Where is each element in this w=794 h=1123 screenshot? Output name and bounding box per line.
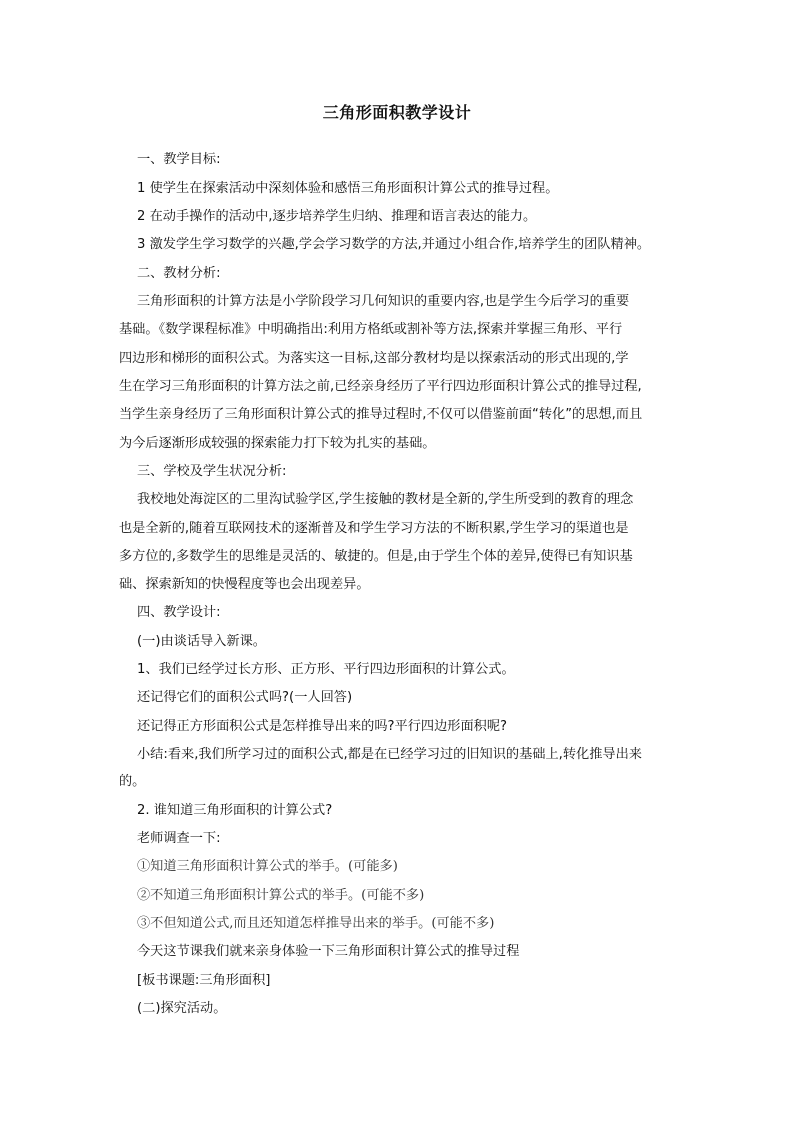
section-heading-teaching-goals: 一、教学目标:: [137, 152, 221, 167]
paragraph-line: 1、我们已经学过长方形、正方形、平行四边形面积的计算公式。: [137, 662, 515, 677]
paragraph-line: 还记得正方形面积公式是怎样推导出来的吗?平行四边形面积呢?: [137, 719, 508, 734]
section-heading-school-analysis: 三、学校及学生状况分析:: [137, 464, 287, 479]
paragraph-line: 生在学习三角形面积的计算方法之前,已经亲身经历了平行四边形面积计算公式的推导过程,: [119, 379, 642, 394]
paragraph-line: [板书课题:三角形面积]: [137, 973, 271, 988]
paragraph-line: 的。: [119, 774, 146, 789]
paragraph-line: (一)由谈话导入新课。: [137, 634, 266, 649]
list-item: ②不知道三角形面积计算公式的举手。(可能不多): [137, 888, 425, 903]
paragraph-line: 础、探索新知的快慢程度等也会出现差异。: [119, 577, 370, 592]
paragraph-line: 我校地处海淀区的二里沟试验学区,学生接触的教材是全新的,学生所受到的教育的理念: [137, 492, 634, 507]
paragraph-line: 今天这节课我们就来亲身体验一下三角形面积计算公式的推导过程: [137, 944, 520, 959]
section-heading-teaching-design: 四、教学设计:: [137, 605, 221, 620]
paragraph-line: 基础。《数学课程标准》中明确指出:利用方格纸或割补等方法,探索并掌握三角形、平行: [119, 322, 623, 337]
paragraph-line: 1 使学生在探索活动中深刻体验和感悟三角形面积计算公式的推导过程。: [137, 181, 559, 196]
paragraph-line: 小结:看来,我们所学习过的面积公式,都是在已经学习过的旧知识的基础上,转化推导出来: [137, 747, 642, 762]
paragraph-line: 2. 谁知道三角形面积的计算公式?: [137, 803, 333, 818]
paragraph-line: 老师调查一下:: [137, 831, 221, 846]
paragraph-line: (二)探究活动。: [137, 1001, 227, 1016]
paragraph-line: 四边形和梯形的面积公式。为落实这一目标,这部分教材均是以探索活动的形式出现的,学: [119, 351, 629, 366]
paragraph-line: 三角形面积的计算方法是小学阶段学习几何知识的重要内容,也是学生今后学习的重要: [137, 294, 630, 309]
paragraph-line: 3 激发学生学习数学的兴趣,学会学习数学的方法,并通过小组合作,培养学生的团队精神。: [137, 237, 651, 252]
document-title: 三角形面积教学设计: [322, 103, 472, 122]
paragraph-line: 当学生亲身经历了三角形面积计算公式的推导过程时,不仅可以借鉴前面“转化”的思想,而且: [119, 407, 643, 422]
paragraph-line: 2 在动手操作的活动中,逐步培养学生归纳、推理和语言表达的能力。: [137, 209, 537, 224]
paragraph-line: 还记得它们的面积公式吗?(一人回答): [137, 690, 353, 705]
list-item: ①知道三角形面积计算公式的举手。(可能多): [137, 859, 398, 874]
paragraph-line: 为今后逐渐形成较强的探索能力打下较为扎实的基础。: [119, 436, 436, 451]
paragraph-line: 多方位的,多数学生的思维是灵活的、敏捷的。但是,由于学生个体的差异,使得已有知识基: [119, 549, 633, 564]
section-heading-material-analysis: 二、教材分析:: [137, 266, 221, 281]
paragraph-line: 也是全新的,随着互联网技术的逐渐普及和学生学习方法的不断积累,学生学习的渠道也是: [119, 521, 629, 536]
list-item: ③不但知道公式,而且还知道怎样推导出来的举手。(可能不多): [137, 916, 495, 931]
